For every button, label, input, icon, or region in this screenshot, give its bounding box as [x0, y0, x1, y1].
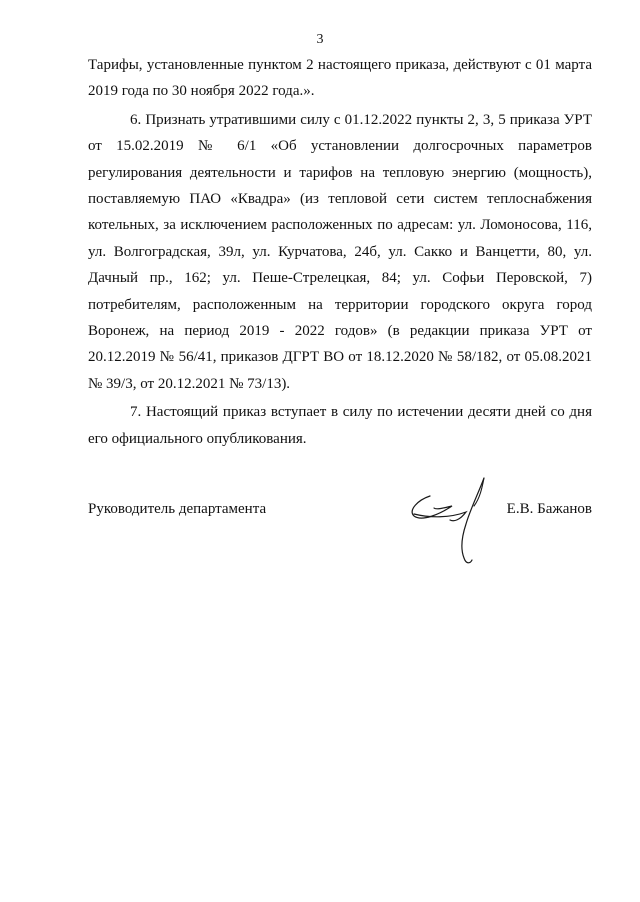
- paragraph-6: 6. Признать утратившими силу с 01.12.2022 пункты 2, 3, 5 приказа УРТ от 15.02.2019 № 6/1 «Об установлении долгосрочных параметров регулирования деятельности и тарифов на тепловую энергию (мощность), поставляемую ПАО «Квадра» (из тепловой сети систем теплоснабжения котельных, за исключением расположенных по адресам: ул. Ломоносова, 116, ул. Волгоградская, 39л, ул. Курчатова, 24б, ул. Сакко и Ванцетти, 80, ул. Дачный пр., 162; ул. Пеше-Стрелецкая, 84; ул. Софьи Перовской, 7) потребителям, расположенным на территории городского округа город Воронеж, на период 2019 - 2022 годов» (в редакции приказа УРТ от 20.12.2019 № 56/41, приказов ДГРТ ВО от 18.12.2020 № 58/182, от 05.08.2021 № 39/3, от 20.12.2021 № 73/13).: [88, 111, 592, 392]
- document-body: [88, 52, 592, 452]
- handwritten-signature-icon: [400, 474, 500, 569]
- page-number: 3: [316, 32, 324, 47]
- paragraph-7: 7. Настоящий приказ вступает в силу по истечении десяти дней со дня его официального опубликования.: [88, 404, 592, 447]
- signer-name: Е.В. Бажанов: [506, 501, 592, 517]
- signer-title: Руководитель департамента: [88, 501, 267, 517]
- paragraph-tariffs-continuation: Тарифы, установленные пунктом 2 настоящего приказа, действуют с 01 марта 2019 года по 30 ноября 2022 года.».: [88, 57, 592, 100]
